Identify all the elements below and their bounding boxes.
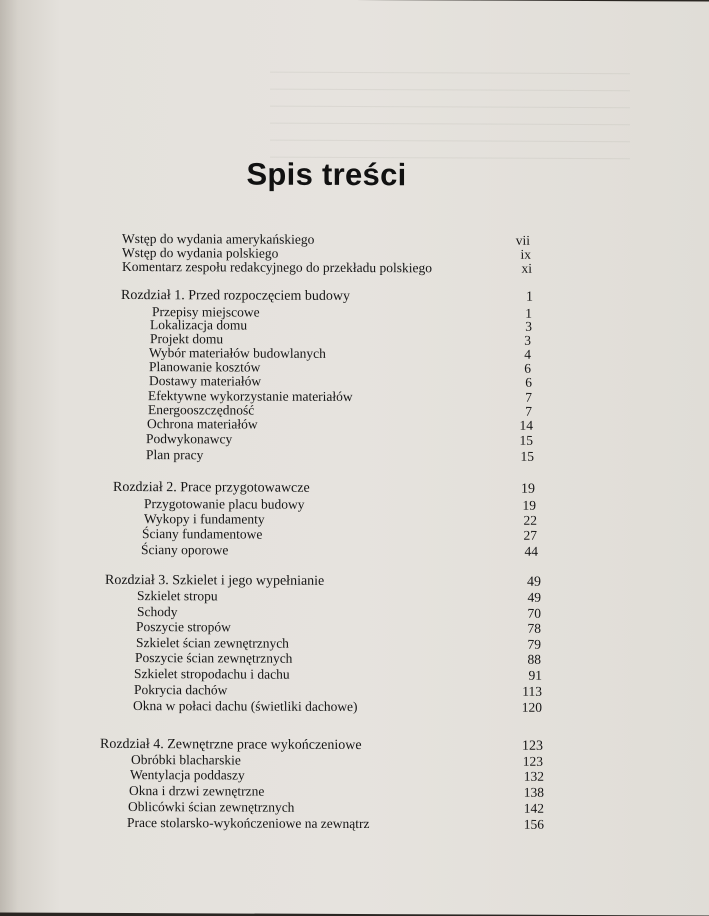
toc-entry-label: Oblicówki ścian zewnętrznych bbox=[128, 799, 295, 815]
toc-entry-page: 27 bbox=[523, 527, 537, 543]
toc-entry-page: 7 bbox=[525, 389, 532, 405]
toc-section-entry bbox=[133, 698, 542, 716]
toc-entry-page: 19 bbox=[521, 481, 535, 497]
toc-entry-page: 19 bbox=[522, 497, 536, 513]
toc-section-entry bbox=[134, 666, 542, 684]
toc-section-entry bbox=[142, 526, 537, 544]
toc-entry-page: 91 bbox=[528, 667, 542, 683]
toc-entry-label: Plan pracy bbox=[146, 447, 204, 463]
toc-entry-label: Schody bbox=[137, 604, 178, 620]
toc-entry-label: Ochrona materiałów bbox=[147, 416, 258, 432]
toc-entry-page: 88 bbox=[527, 651, 541, 667]
toc-entry-page: 7 bbox=[525, 403, 532, 419]
toc-section-entry bbox=[129, 783, 544, 801]
toc-entry-page: 49 bbox=[527, 589, 541, 605]
toc-entry-label: Szkielet stropodachu i dachu bbox=[134, 666, 290, 682]
toc-entry-page: 1 bbox=[526, 289, 533, 305]
toc-entry-label: Ściany fundamentowe bbox=[142, 526, 263, 542]
toc-entry-label: Energooszczędność bbox=[148, 402, 255, 418]
toc-entry-label: Obróbki blacharskie bbox=[131, 752, 241, 768]
toc-entry-page: 138 bbox=[523, 784, 544, 800]
toc-section-entry bbox=[130, 767, 544, 785]
toc-entry-label: Rozdział 4. Zewnętrzne prace wykończeniowe bbox=[100, 736, 362, 754]
toc-entry-page: 123 bbox=[522, 738, 543, 754]
toc-chapter-entry bbox=[113, 480, 535, 498]
toc-entry-page: 1 bbox=[525, 305, 532, 321]
toc-entry-page: xi bbox=[521, 260, 532, 276]
toc-entry-label: Pokrycia dachów bbox=[134, 682, 228, 698]
toc-entry-label: Projekt domu bbox=[150, 331, 224, 347]
toc-front-entry bbox=[122, 259, 532, 277]
toc-entry-page: 113 bbox=[522, 683, 542, 699]
toc-entry-page: ix bbox=[520, 246, 531, 262]
toc-entry-page: 156 bbox=[523, 816, 544, 832]
toc-entry-page: 70 bbox=[527, 605, 541, 621]
toc-entry-page: vii bbox=[515, 232, 530, 248]
toc-section-entry bbox=[146, 431, 533, 449]
page-title: Spis treści bbox=[246, 156, 407, 193]
toc-section-entry bbox=[146, 447, 534, 465]
toc-entry-page: 142 bbox=[523, 800, 544, 816]
toc-entry-label: Przepisy miejscowe bbox=[152, 304, 260, 320]
toc-section-entry bbox=[136, 619, 541, 637]
toc-entry-label: Wykopy i fundamenty bbox=[144, 511, 265, 527]
toc-entry-page: 4 bbox=[524, 346, 531, 362]
toc-entry-label: Wybór materiałów budowlanych bbox=[149, 345, 326, 361]
toc-entry-page: 132 bbox=[523, 768, 544, 784]
toc-entry-label: Wstęp do wydania polskiego bbox=[122, 244, 279, 261]
toc-section-entry bbox=[127, 815, 544, 833]
toc-entry-label: Rozdział 2. Prace przygotowawcze bbox=[113, 479, 310, 496]
toc-entry-page: 3 bbox=[524, 332, 531, 348]
toc-entry-label: Efektywne wykorzystanie materiałów bbox=[148, 388, 353, 404]
show-through-text bbox=[270, 60, 630, 164]
toc-entry-page: 3 bbox=[525, 318, 532, 334]
toc-entry-page: 79 bbox=[527, 636, 541, 652]
toc-entry-label: Rozdział 3. Szkielet i jego wypełnianie bbox=[105, 572, 325, 589]
toc-entry-label: Prace stolarsko-wykończeniowe na zewnątrz bbox=[127, 815, 370, 832]
toc-entry-page: 44 bbox=[524, 543, 538, 559]
toc-section-entry bbox=[137, 588, 541, 606]
toc-chapter-entry bbox=[121, 288, 533, 306]
toc-section-entry bbox=[134, 682, 542, 700]
toc-section-entry bbox=[135, 650, 541, 668]
toc-entry-label: Szkielet ścian zewnętrznych bbox=[136, 635, 289, 651]
toc-entry-page: 6 bbox=[525, 374, 532, 390]
toc-entry-label: Okna i drzwi zewnętrzne bbox=[129, 783, 265, 799]
toc-section-entry bbox=[141, 542, 538, 560]
toc-entry-label: Okna w połaci dachu (świetliki dachowe) bbox=[133, 698, 358, 715]
toc-entry-page: 78 bbox=[527, 620, 541, 636]
toc-entry-page: 49 bbox=[527, 574, 541, 590]
toc-entry-page: 120 bbox=[521, 699, 542, 715]
toc-entry-page: 123 bbox=[522, 753, 543, 769]
toc-entry-label: Poszycie stropów bbox=[136, 619, 231, 635]
toc-entry-page: 6 bbox=[524, 360, 531, 376]
toc-entry-label: Podwykonawcy bbox=[146, 431, 233, 447]
toc-entry-page: 15 bbox=[519, 432, 533, 448]
toc-entry-label: Planowanie kosztów bbox=[149, 359, 261, 375]
toc-entry-label: Ściany oporowe bbox=[141, 542, 229, 558]
toc-entry-label: Poszycie ścian zewnętrznych bbox=[135, 650, 293, 666]
toc-entry-label: Rozdział 1. Przed rozpoczęciem budowy bbox=[121, 287, 350, 304]
toc-entry-label: Dostawy materiałów bbox=[149, 373, 262, 389]
toc-section-entry bbox=[128, 799, 544, 817]
toc-entry-label: Przygotowanie placu budowy bbox=[144, 496, 305, 512]
toc-entry-label: Wentylacja poddaszy bbox=[130, 767, 245, 783]
toc-entry-page: 22 bbox=[523, 512, 537, 528]
toc-entry-label: Szkielet stropu bbox=[137, 588, 218, 604]
toc-entry-label: Lokalizacja domu bbox=[150, 317, 248, 333]
toc-entry-label: Komentarz zespołu redakcyjnego do przekładu polskiego bbox=[122, 258, 433, 276]
toc-entry-page: 15 bbox=[520, 448, 534, 464]
toc-entry-label: Wstęp do wydania amerykańskiego bbox=[122, 230, 315, 247]
toc-entry-page: 14 bbox=[519, 417, 533, 433]
